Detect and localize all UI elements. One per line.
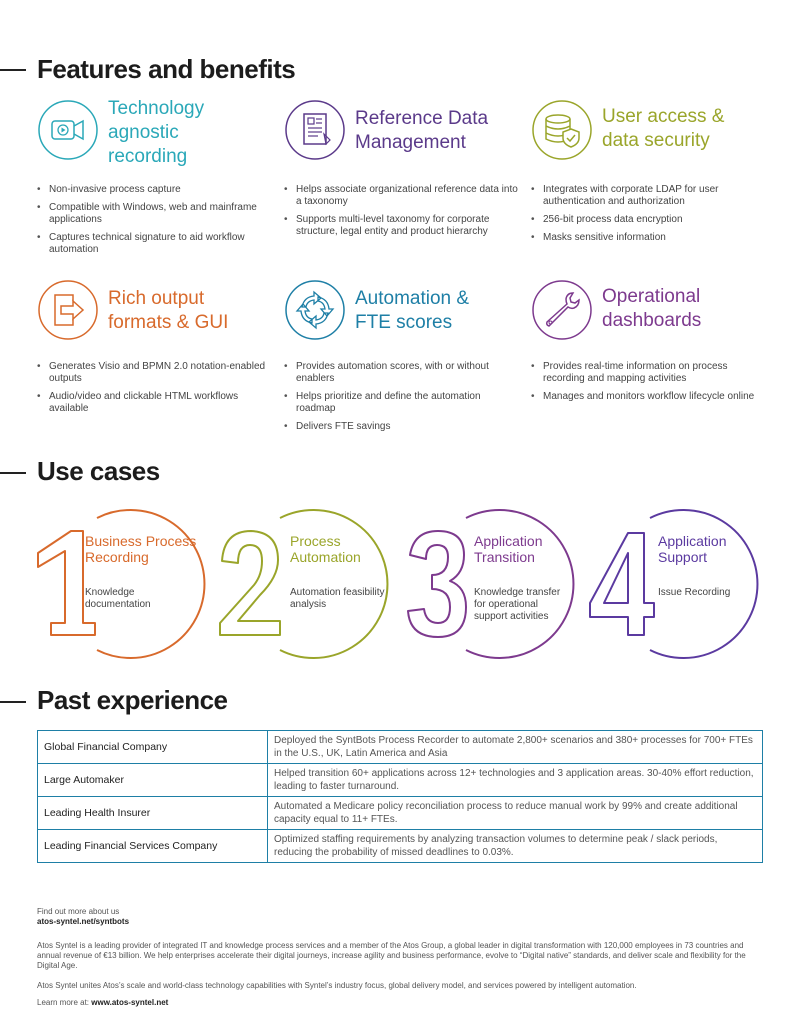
- bullet-item: • Manages and monitors workflow lifecycle online: [531, 391, 766, 403]
- bullet-item: • Provides automation scores, with or without enablers: [284, 361, 519, 385]
- section-rule: [0, 69, 26, 71]
- company-cell: Leading Financial Services Company: [38, 830, 268, 863]
- usecase-title: Application Support: [658, 533, 727, 565]
- feature-title: Rich output formats & GUI: [108, 288, 229, 333]
- feature-title: Operational dashboards: [602, 286, 702, 331]
- usecase-4: [588, 505, 768, 663]
- description-cell: Automated a Medicare policy reconciliation process to reduce manual work by 99% and create additional capacity equal to 11+ FTEs.: [268, 797, 763, 830]
- usecase-title: Application Transition: [474, 533, 543, 565]
- usecase-1: [35, 505, 215, 663]
- footer-about-paragraph: Atos Syntel is a leading provider of integrated IT and knowledge process services and a member of the Atos Group, a global leader in digital transformation with 120,000 employees in 73 countries and annual revenue of €13 billion. We help enterprises accelerate their digital journeys, increase agility and business performance, evolve to “Digital native” standards, and deliver scale and flexibility for the Digital Age.: [37, 941, 746, 970]
- feature-bullets: [37, 361, 272, 421]
- bullet-item: • Masks sensitive information: [531, 232, 766, 244]
- footer-unites-paragraph: Atos Syntel unites Atos’s scale and world-class technology capabilities with Syntel’s industry focus, global delivery model, and services powered by intelligent automation.: [37, 981, 637, 990]
- database-shield-icon: [531, 99, 593, 161]
- usecases-section-title: Use cases: [37, 456, 160, 486]
- usecase-desc: Automation feasibility analysis: [290, 587, 385, 610]
- description-cell: Helped transition 60+ applications across 12+ technologies and 3 application areas. 30-40% effort reduction, leading to faster turnaround.: [268, 764, 763, 797]
- feature-title: Automation & FTE scores: [355, 288, 470, 333]
- feature-title: User access & data security: [602, 106, 725, 151]
- features-section-title: Features and benefits: [37, 54, 296, 84]
- export-icon: [37, 279, 99, 341]
- company-cell: Global Financial Company: [38, 731, 268, 764]
- usecase-desc: Issue Recording: [658, 587, 731, 598]
- document-icon: [284, 99, 346, 161]
- usecase-number-3-outline: [404, 505, 584, 663]
- feature-bullets: [284, 184, 519, 244]
- bullet-item: • Audio/video and clickable HTML workflows available: [37, 391, 272, 415]
- learn-more-text: Learn more at:: [37, 998, 90, 1007]
- feature-title: Reference Data Management: [355, 108, 489, 153]
- usecase-desc: Knowledge transfer for operational support activities: [474, 587, 561, 622]
- bullet-item: • 256-bit process data encryption: [531, 214, 766, 226]
- table-row: [38, 797, 763, 830]
- feature-bullets: [37, 184, 272, 262]
- description-cell: Optimized staffing requirements by analyzing transaction volumes to determine peak / slack periods, reducing the probability of missed deadlines to 0.03%.: [268, 830, 763, 863]
- company-cell: Leading Health Insurer: [38, 797, 268, 830]
- usecase-desc: Knowledge documentation: [85, 587, 151, 610]
- bullet-item: • Captures technical signature to aid workflow automation: [37, 232, 272, 256]
- video-camera-icon: [37, 99, 99, 161]
- bullet-item: • Delivers FTE savings: [284, 421, 519, 433]
- section-rule: [0, 472, 26, 474]
- table-row: [38, 731, 763, 764]
- usecase-number-2-outline: [218, 505, 398, 663]
- table-row: [38, 830, 763, 863]
- usecase-3: [404, 505, 584, 663]
- find-more-text: Find out more about us: [37, 907, 120, 916]
- section-rule: [0, 701, 26, 703]
- bullet-item: • Supports multi-level taxonomy for corporate structure, legal entity and product hierarchy: [284, 214, 519, 238]
- bullet-item: • Helps associate organizational reference data into a taxonomy: [284, 184, 519, 208]
- feature-title: Technology agnostic recording: [108, 98, 205, 167]
- usecase-number-1-outline: [35, 505, 215, 663]
- usecase-title: Process Automation: [290, 533, 361, 565]
- bullet-item: • Non-invasive process capture: [37, 184, 272, 196]
- bullet-item: • Provides real-time information on process recording and mapping activities: [531, 361, 766, 385]
- footer-learn-more: [37, 998, 767, 1008]
- company-cell: Large Automaker: [38, 764, 268, 797]
- description-cell: Deployed the SyntBots Process Recorder to automate 2,800+ scenarios and 380+ processes for 700+ FTEs in the U.S., UK, Latin America and Asia: [268, 731, 763, 764]
- bullet-item: • Generates Visio and BPMN 2.0 notation-enabled outputs: [37, 361, 272, 385]
- bullet-item: • Integrates with corporate LDAP for user authentication and authorization: [531, 184, 766, 208]
- bullet-item: • Compatible with Windows, web and mainframe applications: [37, 202, 272, 226]
- experience-table: [37, 730, 763, 863]
- learn-more-link[interactable]: www.atos-syntel.net: [91, 998, 169, 1007]
- feature-bullets: [284, 361, 519, 439]
- bullet-item: • Helps prioritize and define the automation roadmap: [284, 391, 519, 415]
- cycle-arrows-icon: [284, 279, 346, 341]
- find-more-link[interactable]: atos-syntel.net/syntbots: [37, 917, 130, 926]
- table-row: [38, 764, 763, 797]
- wrench-icon: [531, 279, 593, 341]
- footer-find-more: [37, 907, 767, 927]
- usecase-title: Business Process Recording: [85, 533, 197, 565]
- feature-bullets: [531, 184, 766, 250]
- feature-bullets: [531, 361, 766, 409]
- usecase-number-4-outline: [588, 505, 768, 663]
- experience-section-title: Past experience: [37, 685, 228, 715]
- usecase-2: [218, 505, 398, 663]
